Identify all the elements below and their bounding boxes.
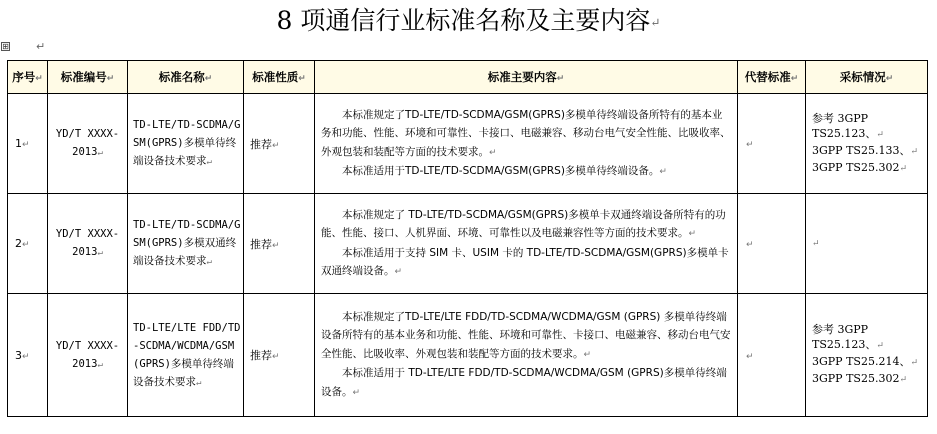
header-nature: 标准性质↵	[244, 61, 315, 94]
cell-replace[interactable]: ↵	[738, 194, 806, 294]
adopt-line: 3GPP TS25.302↵	[812, 160, 907, 174]
header-num: 序号↵	[8, 61, 48, 94]
header-code: 标准编号↵	[48, 61, 128, 94]
cell-nature[interactable]: 推荐↵	[244, 194, 315, 294]
table-row	[8, 294, 928, 417]
table-header-row	[8, 61, 928, 94]
table-row	[8, 94, 928, 194]
adopt-line: 3GPP TS25.302↵	[812, 372, 907, 385]
adopt-line: 参考 3GPP TS25.123、↵	[812, 323, 884, 351]
cell-adopt[interactable]	[806, 294, 928, 417]
cell-code[interactable]: YD/T XXXX-2013↵	[48, 94, 128, 194]
content-paragraph: 本标准规定了TD-LTE/TD-SCDMA/GSM(GPRS)多模单待终端设备所特有的基本业务和功能、性能、环境和可靠性、卡接口、电磁兼容、移动台电气安全性能、比吸收率、外观包装和装配等方面的技术要求。↵	[321, 108, 731, 158]
cell-num[interactable]: 2↵	[8, 194, 48, 294]
cell-replace[interactable]: ↵	[738, 294, 806, 417]
cell-replace[interactable]: ↵	[738, 94, 806, 194]
cell-nature[interactable]: 推荐↵	[244, 294, 315, 417]
paragraph-mark-icon: ↵	[36, 40, 46, 53]
cell-content[interactable]	[315, 194, 738, 294]
cell-nature[interactable]: 推荐↵	[244, 94, 315, 194]
document-title	[0, 4, 937, 40]
table-move-handle-icon[interactable]	[1, 42, 10, 51]
adopt-line: 3GPP TS25.214、↵	[812, 355, 918, 368]
cell-content[interactable]	[315, 294, 738, 417]
document-title-text: 8 项通信行业标准名称及主要内容	[276, 6, 651, 35]
cell-code[interactable]: YD/T XXXX-2013↵	[48, 194, 128, 294]
content-paragraph: 本标准适用于 TD-LTE/LTE FDD/TD-SCDMA/WCDMA/GSM (GPRS)多模单待终端设备。↵	[321, 367, 727, 398]
table-move-handle-glyph: ⊞	[2, 42, 9, 51]
header-adopt: 采标情况↵	[806, 61, 928, 94]
cell-code[interactable]: YD/T XXXX-2013↵	[48, 294, 128, 417]
cell-name[interactable]: TD-LTE/LTE FDD/TD-SCDMA/WCDMA/GSM(GPRS)多模单待终端设备技术要求↵	[128, 294, 244, 417]
content-paragraph: 本标准适用于支持 SIM 卡、USIM 卡的 TD-LTE/TD-SCDMA/GSM(GPRS)多模单卡双通终端设备。↵	[321, 246, 729, 277]
standards-table	[7, 60, 928, 417]
header-replace: 代替标准↵	[738, 61, 806, 94]
table-row	[8, 194, 928, 294]
cell-name[interactable]: TD-LTE/TD-SCDMA/GSM(GPRS)多模双通终端设备技术要求↵	[128, 194, 244, 294]
content-paragraph: 本标准适用于TD-LTE/TD-SCDMA/GSM(GPRS)多模单待终端设备。↵	[342, 165, 667, 177]
cell-num[interactable]: 1↵	[8, 94, 48, 194]
content-paragraph: 本标准规定了 TD-LTE/TD-SCDMA/GSM(GPRS)多模单卡双通终端设备所特有的功能、性能、接口、人机界面、环境、可靠性以及电磁兼容性等方面的技术要求。↵	[321, 208, 726, 239]
adopt-line: 参考 3GPP TS25.123、↵	[812, 111, 884, 140]
cell-adopt[interactable]: ↵	[806, 194, 928, 294]
paragraph-mark-icon: ↵	[650, 15, 661, 30]
adopt-line: 3GPP TS25.133、↵	[812, 143, 918, 157]
cell-num[interactable]: 3↵	[8, 294, 48, 417]
cell-adopt[interactable]	[806, 94, 928, 194]
cell-name[interactable]: TD-LTE/TD-SCDMA/GSM(GPRS)多模单待终端设备技术要求↵	[128, 94, 244, 194]
header-content: 标准主要内容↵	[315, 61, 738, 94]
cell-content[interactable]	[315, 94, 738, 194]
content-paragraph: 本标准规定了TD-LTE/LTE FDD/TD-SCDMA/WCDMA/GSM (GPRS) 多模单待终端设备所特有的基本业务和功能、性能、环境和可靠性、卡接口、电磁兼容、移动台电气安全性能、比吸收率、外观包装和装配等方面的技术要求。↵	[321, 310, 731, 360]
header-name: 标准名称↵	[128, 61, 244, 94]
